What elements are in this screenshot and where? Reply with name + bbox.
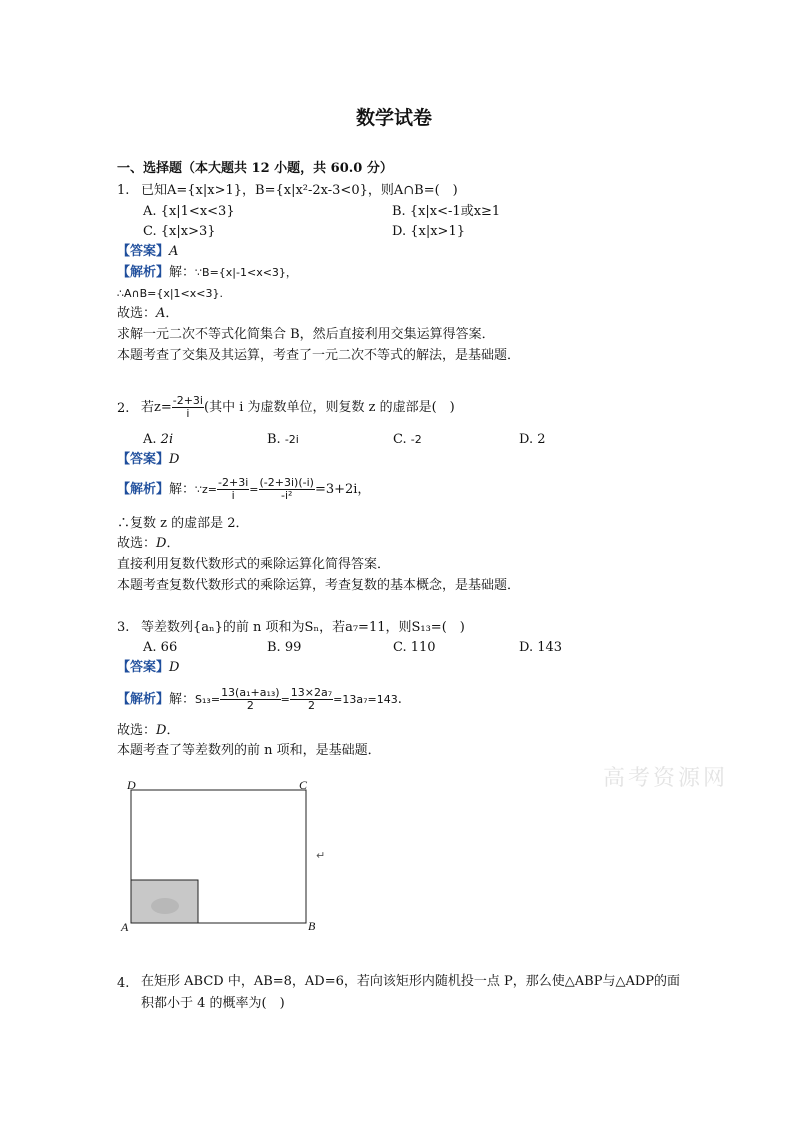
q3-option-d	[519, 640, 562, 656]
q3-fraction-2	[290, 687, 333, 712]
q1-option-a	[143, 204, 235, 220]
q1-option-d	[392, 224, 465, 240]
option-text: -2i	[284, 433, 299, 446]
q3-sol-pre: S₁₃=	[195, 693, 221, 706]
analysis-tag: 【解析】	[117, 482, 170, 497]
option-key: B.	[267, 640, 281, 655]
analysis-tag: 【解析】	[117, 265, 170, 280]
solve-label: 解：	[169, 265, 196, 280]
q1-choose: 故选：A．	[117, 306, 179, 321]
figure-label-b: B	[308, 919, 316, 933]
q1-analysis	[117, 265, 297, 281]
option-text: {x|1<x<3}	[160, 204, 235, 219]
figure-label-a: A	[121, 920, 129, 934]
q3-option-b	[267, 640, 301, 656]
choose-label: 故选：	[117, 723, 157, 738]
fraction-numerator: 13(a₁+a₁₃)	[221, 686, 280, 699]
choose-label: 故选：	[117, 306, 157, 321]
q1-option-c	[143, 224, 216, 240]
q2-stem-post: (其中 i 为虚数单位，则复数 z 的虚部是( )	[204, 400, 455, 415]
q3-sol-end: .	[397, 692, 402, 707]
q2-option-a	[143, 432, 173, 448]
q2-option-d	[519, 432, 546, 448]
q2-fraction-1	[217, 477, 249, 502]
page-title: 数学试卷	[356, 107, 433, 129]
q2-sol-pre: ∵z=	[195, 483, 218, 496]
q2-number: 2.	[117, 401, 130, 416]
q4-line-2: 积都小于 4 的概率为( )	[141, 996, 285, 1011]
q2-analysis: 【解析】解：∵z= $\frac{-2+3i}{i}$ = $\frac{(-2+3i)(-i)}{\text{-i²}}$ =3+2i，	[117, 476, 371, 502]
fraction-denominator: i	[186, 407, 190, 420]
q1-solution-2: ∴A∩B={x|1<x<3}.	[117, 287, 223, 300]
q3-summary: 本题考查了等差数列的前 n 项和，是基础题．	[117, 743, 381, 758]
figure-label-c: C	[299, 778, 308, 792]
q1-stem: 已知A={x|x>1}，B={x|x²-2x-3<0}，则A∩B=( )	[141, 183, 458, 198]
option-key: D.	[392, 224, 407, 239]
q2-option-b	[267, 432, 299, 448]
q1-answer	[117, 244, 178, 260]
q3-stem: 等差数列{aₙ}的前 n 项和为Sₙ，若a₇=11，则S₁₃=( )	[141, 620, 465, 635]
fraction-denominator: i	[231, 489, 235, 502]
q1-solution-1: ∵B={x|-1<x<3}，	[195, 266, 297, 279]
section-heading: 一、选择题（本大题共 12 小题，共 60.0 分）	[117, 161, 393, 176]
return-mark: ↵	[316, 849, 326, 862]
option-key: C.	[143, 224, 157, 239]
q2-stem-fraction	[172, 395, 204, 420]
fraction-denominator: 2	[246, 699, 254, 712]
choose-value: D	[156, 723, 167, 738]
q3-number: 3.	[117, 620, 130, 635]
option-text: {x|x>1}	[410, 224, 465, 239]
answer-value: D	[169, 660, 180, 675]
fraction-numerator: -2+3i	[172, 394, 203, 407]
option-text: 143	[537, 640, 563, 655]
choose-value: A	[156, 306, 166, 321]
q3-sol-post: =13a₇=143	[333, 693, 398, 706]
q3-choose: 故选：D．	[117, 723, 180, 738]
q3-analysis: 【解析】解：S₁₃= $\frac{\text{13(a₁+a₁₃)}}{2}$ = $\frac{\text{13×2a₇}}{2}$ =13a₇=143.	[117, 686, 402, 712]
option-text: 2i	[160, 432, 174, 447]
q1-option-b	[392, 204, 500, 220]
rectangle-figure	[120, 780, 340, 940]
q4-number: 4.	[117, 976, 130, 991]
q1-summary: 本题考查了交集及其运算，考查了一元二次不等式的解法，是基础题．	[117, 348, 521, 363]
option-text: 99	[284, 640, 302, 655]
option-key: B.	[392, 204, 406, 219]
analysis-tag: 【解析】	[117, 692, 170, 707]
fraction-numerator: 13×2a₇	[290, 686, 333, 699]
q2-solution-2: ∴复数 z 的虚部是 2．	[117, 516, 249, 531]
fraction-denominator: -i²	[281, 489, 293, 502]
q4-line-1: 在矩形 ABCD 中，AB=8，AD=6，若向该矩形内随机投一点 P，那么使△ABP与△ADP的面	[141, 974, 681, 989]
option-key: A.	[143, 204, 157, 219]
option-key: C.	[393, 432, 407, 447]
answer-tag: 【答案】	[117, 660, 170, 675]
q3-answer	[117, 660, 179, 676]
answer-value: A	[169, 244, 179, 259]
q1-explain: 求解一元二次不等式化简集合 B，然后直接利用交集运算得答案．	[117, 327, 495, 342]
q2-stem-pre: 若z=	[141, 400, 172, 415]
option-text: {x|x>3}	[160, 224, 216, 239]
choose-value: D	[156, 536, 167, 551]
q2-summary: 本题考查复数代数形式的乘除运算，考查复数的基本概念，是基础题．	[117, 578, 521, 593]
option-key: A.	[143, 432, 157, 447]
q3-option-a	[143, 640, 177, 656]
choose-label: 故选：	[117, 536, 157, 551]
q2-stem	[141, 393, 455, 423]
solve-label: 解：	[169, 692, 196, 707]
answer-value: D	[169, 452, 180, 467]
fraction-numerator: -2+3i	[218, 476, 249, 489]
option-text: 66	[160, 640, 178, 655]
option-text: 2	[537, 432, 546, 447]
q2-sol-post: =3+2i，	[314, 482, 371, 497]
fraction-numerator: (-2+3i)(-i)	[259, 476, 314, 489]
q2-fraction-2	[259, 477, 315, 502]
blurred-mark	[151, 898, 179, 914]
answer-tag: 【答案】	[117, 244, 170, 259]
watermark: 高考资源网	[603, 766, 729, 791]
answer-tag: 【答案】	[117, 452, 170, 467]
q2-option-c	[393, 432, 422, 448]
option-text: 110	[410, 640, 436, 655]
option-key: C.	[393, 640, 407, 655]
q2-answer	[117, 452, 179, 468]
q2-choose: 故选：D．	[117, 536, 180, 551]
q2-explain: 直接利用复数代数形式的乘除运算化简得答案．	[117, 557, 391, 572]
q1-number: 1.	[117, 183, 130, 198]
q3-option-c	[393, 640, 436, 656]
option-text: {x|x<-1或x≥1	[409, 204, 501, 219]
fraction-denominator: 2	[307, 699, 315, 712]
option-key: A.	[143, 640, 157, 655]
option-key: D.	[519, 640, 534, 655]
option-key: D.	[519, 432, 534, 447]
q3-fraction-1	[220, 687, 281, 712]
option-key: B.	[267, 432, 281, 447]
solve-label: 解：	[169, 482, 196, 497]
figure-label-d: D	[127, 778, 136, 792]
option-text: -2	[410, 433, 422, 446]
